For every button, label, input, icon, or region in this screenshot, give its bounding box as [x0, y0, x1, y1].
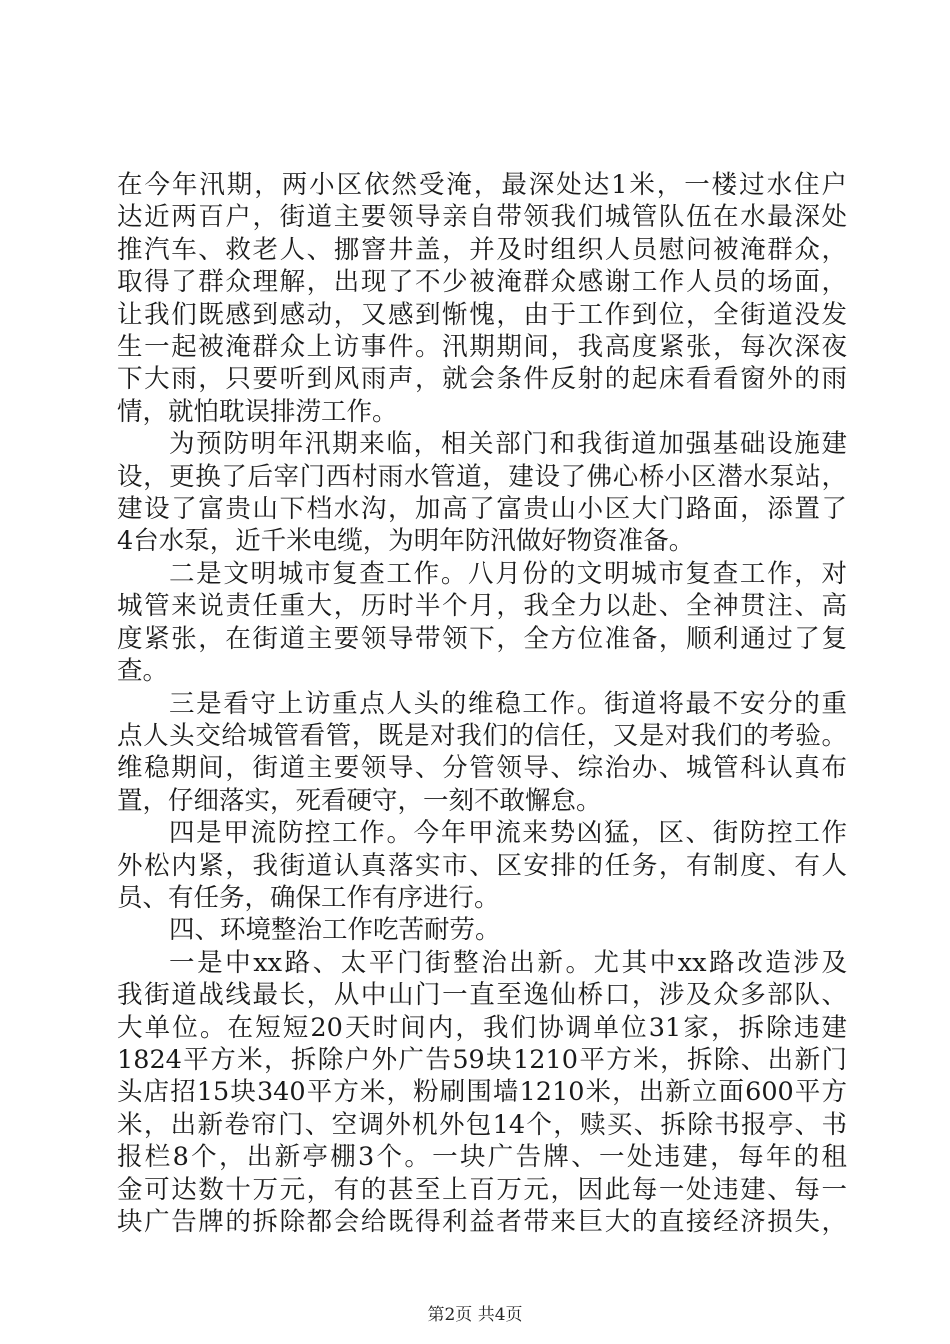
- text-line: 推汽车、救老人、挪窨井盖，并及时组织人员慰问被淹群众，: [117, 234, 847, 265]
- text-line: 建设了富贵山下档水沟，加高了富贵山小区大门路面，添置了: [117, 494, 847, 525]
- text-line: 城管来说责任重大，历时半个月，我全力以赴、全神贯注、高: [117, 591, 847, 622]
- text-line: 金可达数十万元，有的甚至上百万元，因此每一处违建、每一: [117, 1174, 847, 1205]
- text-line: 二是文明城市复查工作。八月份的文明城市复查工作，对: [169, 558, 847, 589]
- text-line: 查。: [117, 656, 169, 687]
- text-line: 为预防明年汛期来临，相关部门和我街道加强基础设施建: [169, 429, 847, 460]
- page-number-footer: 第2页 共4页: [427, 1305, 523, 1325]
- text-line: 生一起被淹群众上访事件。汛期期间，我高度紧张，每次深夜: [117, 332, 847, 363]
- text-line: 四是甲流防控工作。今年甲流来势凶猛，区、街防控工作: [169, 818, 847, 849]
- text-line: 取得了群众理解，出现了不少被淹群众感谢工作人员的场面，: [117, 267, 847, 298]
- text-line: 让我们既感到感动，又感到惭愧，由于工作到位，全街道没发: [117, 299, 847, 330]
- text-line: 米，出新卷帘门、空调外机外包14个，赎买、拆除书报亭、书: [117, 1109, 847, 1140]
- text-line: 点人头交给城管看管，既是对我们的信任，又是对我们的考验。: [117, 720, 847, 751]
- text-line: 4台水泵，近千米电缆，为明年防汛做好物资准备。: [117, 526, 695, 557]
- text-line: 置，仔细落实，死看硬守，一刻不敢懈怠。: [117, 785, 602, 816]
- text-line: 达近两百户，街道主要领导亲自带领我们城管队伍在水最深处: [117, 202, 847, 233]
- text-line: 块广告牌的拆除都会给既得利益者带来巨大的直接经济损失，: [117, 1207, 847, 1237]
- text-line: 设，更换了后宰门西村雨水管道，建设了佛心桥小区潜水泵站，: [117, 461, 847, 492]
- text-line: 外松内紧，我街道认真落实市、区安排的任务，有制度、有人: [117, 850, 847, 881]
- document-body: [117, 169, 847, 1238]
- text-line: 报栏8个，出新亭棚3个。一块广告牌、一处违建，每年的租: [117, 1142, 847, 1173]
- text-line: 大单位。在短短20天时间内，我们协调单位31家，拆除违建: [117, 1012, 847, 1043]
- text-line: 情，就怕耽误排涝工作。: [117, 396, 398, 427]
- text-line: 一是中xx路、太平门街整治出新。尤其中xx路改造涉及: [169, 947, 847, 978]
- text-line: 头店招15块340平方米，粉刷围墙1210米，出新立面600平方: [117, 1077, 847, 1108]
- text-line: 维稳期间，街道主要领导、分管领导、综治办、城管科认真布: [117, 753, 847, 784]
- text-line: 下大雨，只要听到风雨声，就会条件反射的起床看看窗外的雨: [117, 364, 847, 395]
- text-line: 三是看守上访重点人头的维稳工作。街道将最不安分的重: [169, 688, 847, 719]
- text-line: 员、有任务，确保工作有序进行。: [117, 882, 500, 913]
- text-line: 四、环境整治工作吃苦耐劳。: [169, 915, 501, 946]
- text-line: 在今年汛期，两小区依然受淹，最深处达1米，一楼过水住户: [117, 170, 847, 200]
- text-line: 1824平方米，拆除户外广告59块1210平方米，拆除、出新门: [117, 1044, 847, 1075]
- text-line: 度紧张，在街道主要领导带领下，全方位准备，顺利通过了复: [117, 623, 847, 654]
- text-line: 我街道战线最长，从中山门一直至逸仙桥口，涉及众多部队、: [117, 980, 847, 1011]
